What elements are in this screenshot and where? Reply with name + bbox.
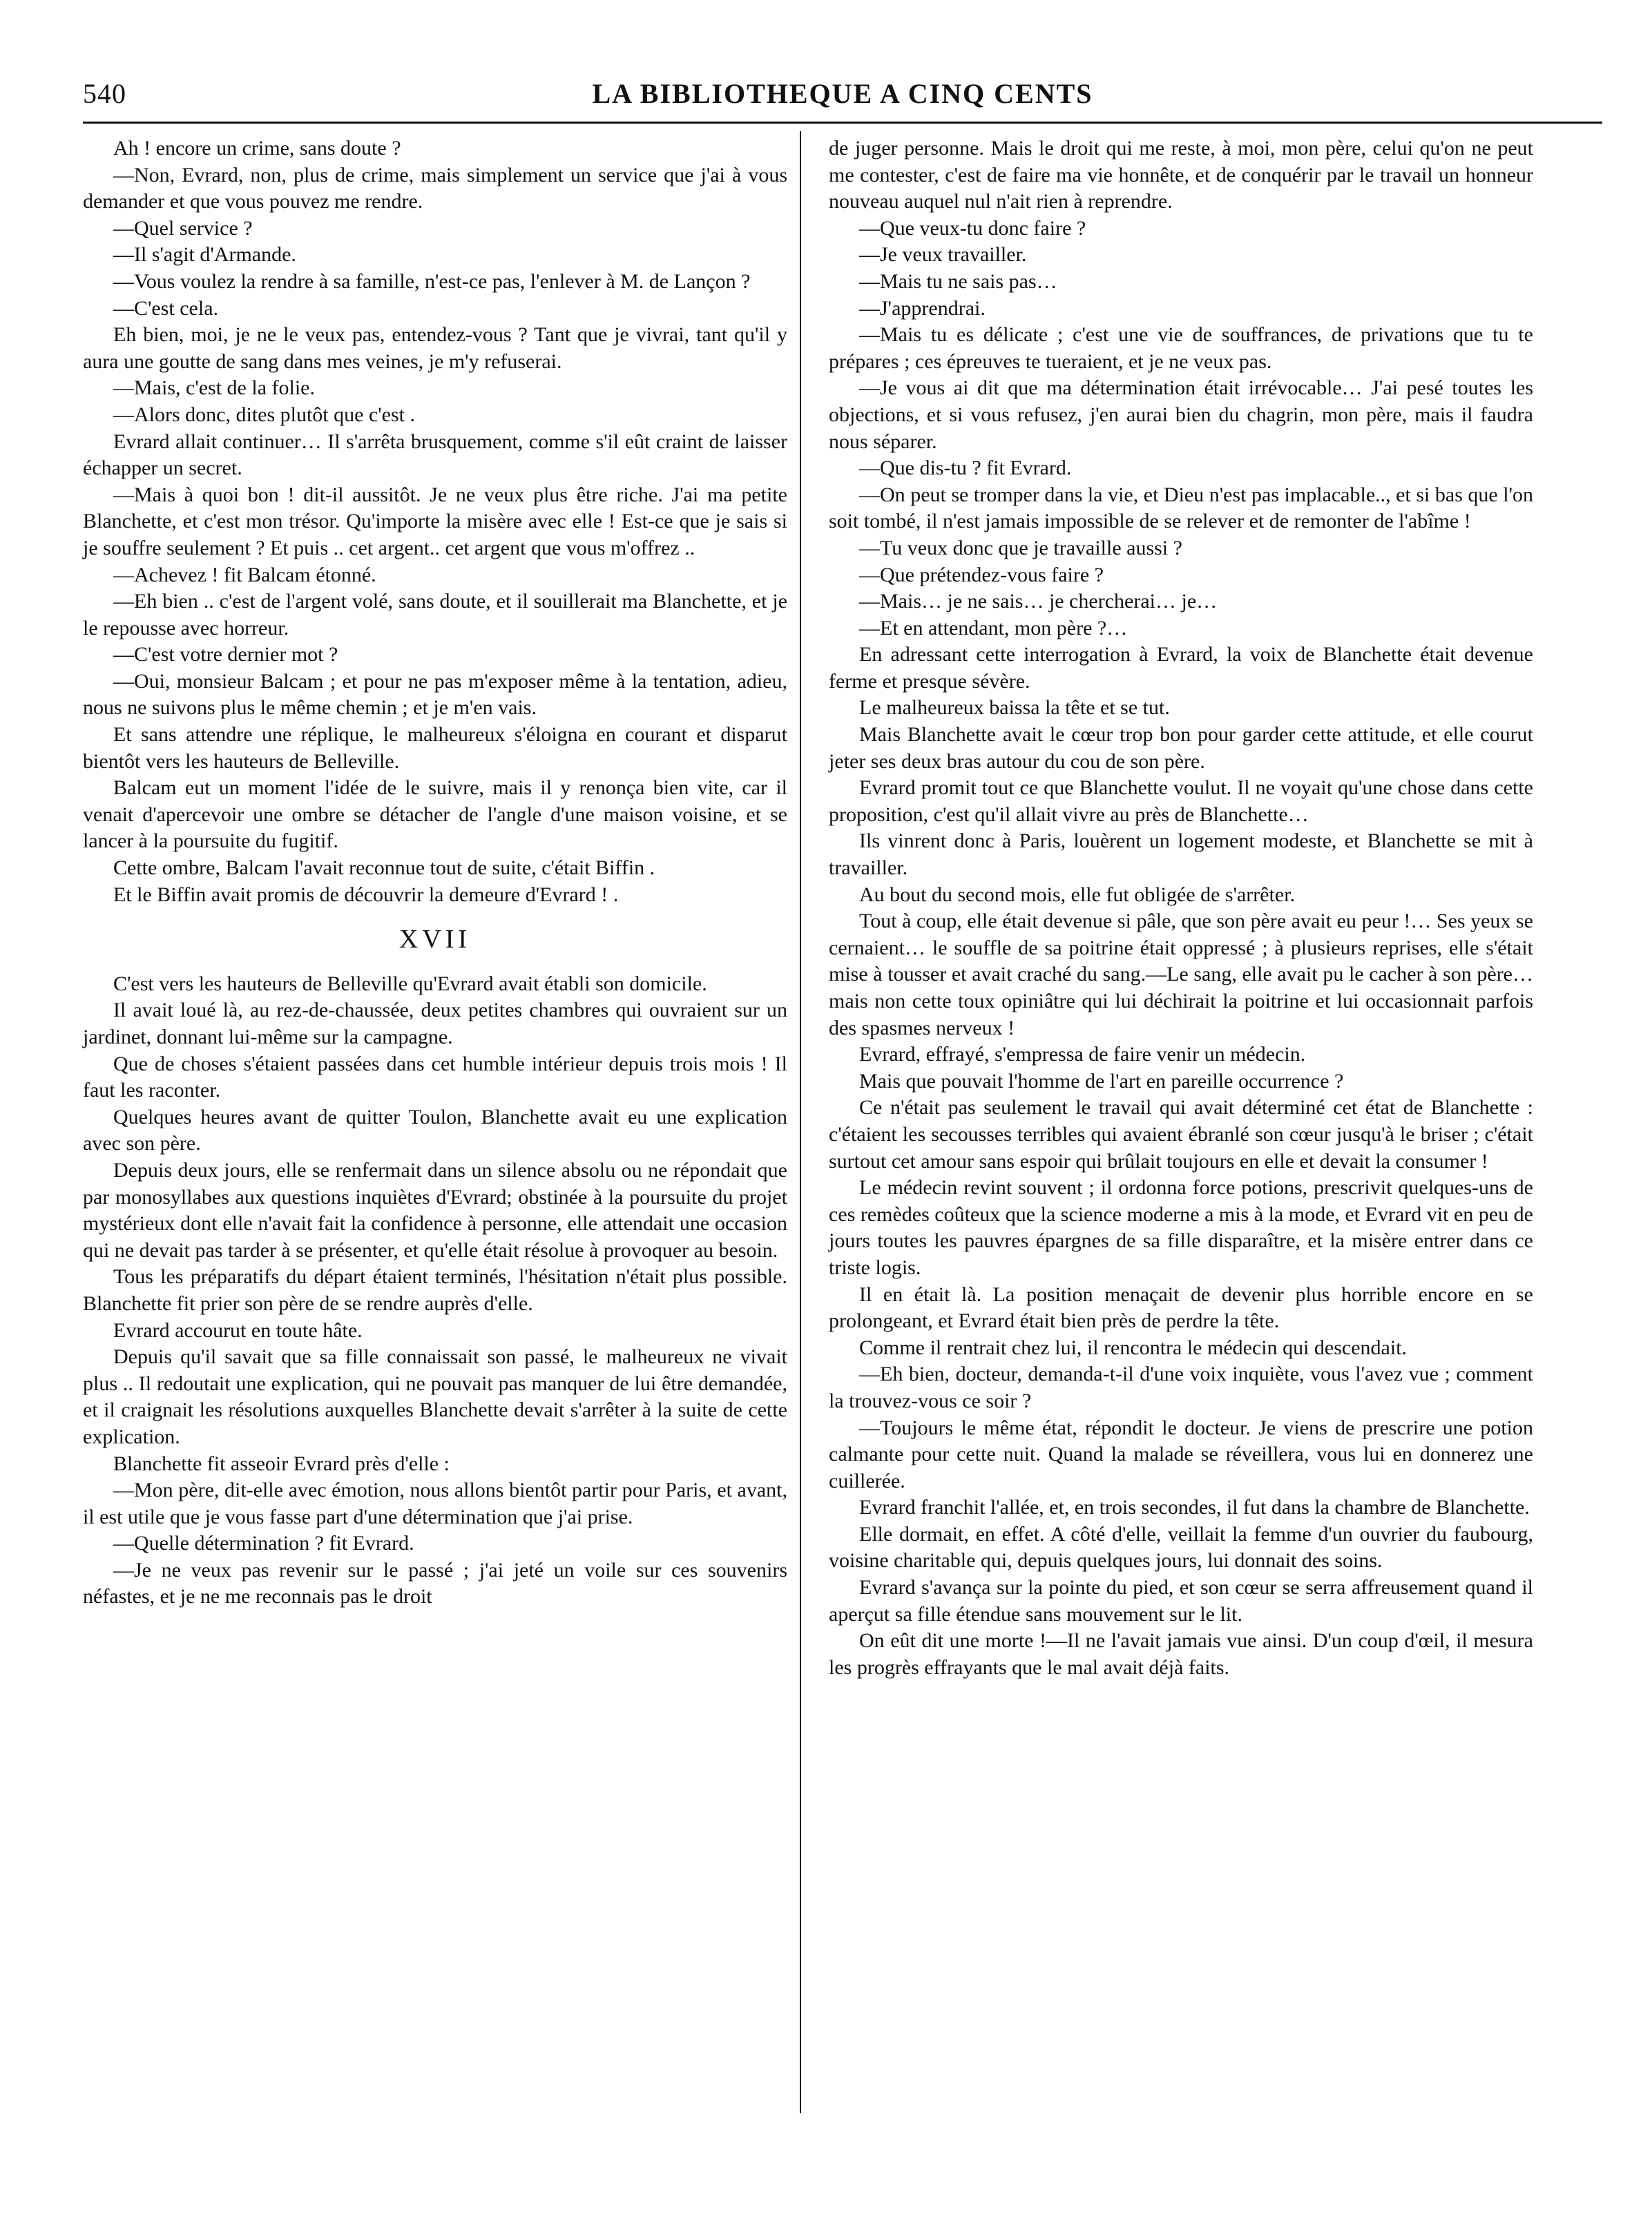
- paragraph: —Je veux travailler.: [859, 243, 1027, 267]
- paragraph: —Mais à quoi bon ! dit-il aussitôt. Je ne veux plus être riche. J'ai ma petite Blanchette, et c'est mon trésor. Qu'importe la misère avec elle ! Est-ce que je sais si je souffre seulement ? Et puis .. cet argent.. cet argent que vous m'offrez ..: [83, 483, 787, 559]
- paragraph: Le malheureux baissa la tête et se tut.: [859, 696, 1170, 720]
- paragraph: —Que prétendez-vous faire ?: [859, 563, 1104, 586]
- paragraph: —J'apprendrai.: [859, 296, 986, 320]
- paragraph: Tous les préparatifs du départ étaient terminés, l'hésitation n'était plus possible. Blanchette fit prier son père de se rendre auprès d'elle.: [83, 1265, 787, 1315]
- paragraph: —Eh bien .. c'est de l'argent volé, sans doute, et il souillerait ma Blanchette, et je le repousse avec horreur.: [83, 590, 787, 640]
- paragraph: —Toujours le même état, répondit le docteur. Je viens de prescrire une potion calmante pour cette nuit. Quand la malade se réveillera, vous lui en donnerez une cuillerée.: [829, 1416, 1533, 1492]
- paragraph: Depuis qu'il savait que sa fille connaissait son passé, le malheureux ne vivait plus .. Il redoutait une explication, qui ne pouvait pas manquer de lui être demandée, et il craignait les résolutions auxquelles Blanchette devait s'arrêter à la suite de cette explication.: [83, 1345, 787, 1448]
- paragraph: —Mais tu es délicate ; c'est une vie de souffrances, de privations que tu te prépares ; ces épreuves te tueraient, et je ne veux pas.: [829, 323, 1533, 373]
- paragraph: On eût dit une morte !—Il ne l'avait jamais vue ainsi. D'un coup d'œil, il mesura les progrès effrayants que le mal avait déjà faits.: [829, 1629, 1533, 1679]
- right-column: [829, 135, 1533, 1681]
- paragraph: Mais que pouvait l'homme de l'art en pareille occurrence ?: [859, 1069, 1344, 1093]
- left-column: [83, 135, 787, 1611]
- paragraph: —Que veux-tu donc faire ?: [859, 216, 1086, 240]
- paragraph: —Quelle détermination ? fit Evrard.: [113, 1532, 414, 1555]
- paragraph: C'est vers les hauteurs de Belleville qu'Evrard avait établi son domicile.: [113, 972, 707, 995]
- paragraph: —Quel service ?: [113, 216, 253, 240]
- paragraph: Evrard franchit l'allée, et, en trois secondes, il fut dans la chambre de Blanchette.: [859, 1496, 1530, 1519]
- chapter-heading: XVII: [398, 925, 472, 954]
- paragraph: Mais Blanchette avait le cœur trop bon pour garder cette attitude, et elle courut jeter ses deux bras autour du cou de son père.: [829, 723, 1533, 773]
- paragraph: —Il s'agit d'Armande.: [113, 243, 296, 267]
- paragraph: Evrard s'avança sur la pointe du pied, et son cœur se serra affreusement quand il aperçut sa fille étendue sans mouvement sur le lit.: [829, 1576, 1533, 1626]
- paragraph: —Oui, monsieur Balcam ; et pour ne pas m'exposer même à la tentation, adieu, nous ne suivons plus le même chemin ; et je m'en vais.: [83, 669, 787, 720]
- paragraph: Il avait loué là, au rez-de-chaussée, deux petites chambres qui ouvraient sur un jardinet, donnant lui-même sur la campagne.: [83, 999, 787, 1048]
- paragraph: Au bout du second mois, elle fut obligée de s'arrêter.: [859, 883, 1296, 906]
- paragraph: Evrard accourut en toute hâte.: [113, 1318, 363, 1342]
- paragraph: Et sans attendre une réplique, le malheureux s'éloigna en courant et disparut bientôt vers les hauteurs de Belleville.: [83, 723, 787, 773]
- paragraph: Blanchette fit asseoir Evrard près d'elle :: [113, 1452, 450, 1475]
- paragraph: Eh bien, moi, je ne le veux pas, entendez-vous ? Tant que je vivrai, tant qu'il y aura une goutte de sang dans mes veines, je m'y refuserai.: [83, 323, 787, 373]
- column-divider: [800, 131, 801, 2113]
- paragraph: Tout à coup, elle était devenue si pâle, que son père avait eu peur !… Ses yeux se cernaient… le souffle de sa poitrine était oppressé ; à plusieurs reprises, elle s'était mise à tousser et avait craché du sang.—Le sang, elle avait pu le cacher à son père… mais non cette toux opiniâtre qui lui déchirait la poitrine et lui occasionnait parfois des spasmes nerveux !: [829, 910, 1533, 1039]
- paragraph: de juger personne. Mais le droit qui me reste, à moi, mon père, celui qu'on ne peut me contester, c'est de faire ma vie honnête, et de conquérir par le travail un honneur nouveau auquel nul n'ait rien à reprendre.: [829, 137, 1533, 213]
- paragraph: Depuis deux jours, elle se renfermait dans un silence absolu ou ne répondait que par monosyllabes aux questions inquiètes d'Evrard; obstinée à la poursuite du projet mystérieux dont elle n'avait fait la confidence à personne, elle attendait une occasion qui ne devait pas tarder à se présenter, et qu'elle était résolue à provoquer au besoin.: [83, 1158, 787, 1262]
- paragraph: Et le Biffin avait promis de découvrir la demeure d'Evrard ! .: [113, 883, 619, 906]
- paragraph: —Tu veux donc que je travaille aussi ?: [859, 536, 1182, 559]
- paragraph: —Mon père, dit-elle avec émotion, nous allons bientôt partir pour Paris, et avant, il est utile que je vous fasse part d'une détermination que j'ai prise.: [83, 1479, 787, 1528]
- paragraph: Le médecin revint souvent ; il ordonna force potions, prescrivit quelques-uns de ces remèdes coûteux que la science moderne a mis à la mode, et Evrard vit en peu de jours toutes les pauvres épargnes de sa fille disparaître, et la misère entrer dans ce triste logis.: [829, 1176, 1533, 1279]
- paragraph: —Vous voulez la rendre à sa famille, n'est-ce pas, l'enlever à M. de Lançon ?: [113, 269, 751, 293]
- paragraph: —Que dis-tu ? fit Evrard.: [859, 457, 1072, 480]
- page-header: [83, 77, 1602, 116]
- paragraph: —Mais tu ne sais pas…: [859, 269, 1057, 293]
- paragraph: —C'est cela.: [113, 296, 219, 320]
- paragraph: Que de choses s'étaient passées dans cet humble intérieur depuis trois mois ! Il faut les raconter.: [83, 1052, 787, 1102]
- paragraph: —Alors donc, dites plutôt que c'est .: [113, 403, 416, 426]
- paragraph: —On peut se tromper dans la vie, et Dieu n'est pas implacable.., et si bas que l'on soit tombé, il n'est jamais impossible de se relever et de remonter de l'abîme !: [829, 483, 1533, 533]
- paragraph: —Et en attendant, mon père ?…: [859, 616, 1128, 640]
- paragraph: Quelques heures avant de quitter Toulon, Blanchette avait eu une explication avec son père.: [83, 1105, 787, 1155]
- paragraph: —Je ne veux pas revenir sur le passé ; j'ai jeté un voile sur ces souvenirs néfastes, et je ne me reconnais pas le droit: [83, 1558, 787, 1608]
- paragraph: Il en était là. La position menaçait de devenir plus horrible encore en se prolongeant, et Evrard était bien près de perdre la tête.: [829, 1282, 1533, 1333]
- paragraph: —Mais, c'est de la folie.: [113, 376, 315, 400]
- paragraph: En adressant cette interrogation à Evrard, la voix de Blanchette était devenue ferme et presque sévère.: [829, 643, 1533, 693]
- paragraph: Balcam eut un moment l'idée de le suivre, mais il y renonça bien vite, car il venait d'apercevoir une ombre se détacher de l'angle d'une maison voisine, et se lancer à la poursuite du fugitif.: [83, 776, 787, 853]
- paragraph: Ce n'était pas seulement le travail qui avait déterminé cet état de Blanchette : c'étaient les secousses terribles qui avaient ébranlé son cœur jusqu'à le briser ; c'était surtout cet amour sans espoir qui brûlait toujours en elle et devait la consumer !: [829, 1096, 1533, 1173]
- paragraph: Evrard, effrayé, s'empressa de faire venir un médecin.: [859, 1043, 1306, 1066]
- paragraph: Evrard promit tout ce que Blanchette voulut. Il ne voyait qu'une chose dans cette proposition, c'est qu'il allait vivre au près de Blanchette…: [829, 776, 1533, 826]
- running-title: LA BIBLIOTHEQUE A CINQ CENTS: [592, 78, 1093, 109]
- page-number: 540: [83, 78, 126, 109]
- paragraph: Ils vinrent donc à Paris, louèrent un logement modeste, et Blanchette se mit à travailler.: [829, 829, 1533, 880]
- paragraph: Cette ombre, Balcam l'avait reconnue tout de suite, c'était Biffin .: [113, 856, 655, 880]
- paragraph: Comme il rentrait chez lui, il rencontra le médecin qui descendait.: [859, 1336, 1408, 1359]
- left-column-text-before: [83, 135, 787, 908]
- paragraph: —C'est votre dernier mot ?: [113, 643, 338, 666]
- paragraph: Elle dormait, en effet. A côté d'elle, veillait la femme d'un ouvrier du faubourg, voisine charitable qui, depuis quelques jours, lui donnait des soins.: [829, 1522, 1533, 1573]
- left-column-text-after: [83, 971, 787, 1611]
- paragraph: —Je vous ai dit que ma détermination était irrévocable… J'ai pesé toutes les objections, et si vous refusez, j'en aurai bien du chagrin, mon père, mais il faudra nous séparer.: [829, 376, 1533, 453]
- paragraph: —Achevez ! fit Balcam étonné.: [113, 563, 376, 586]
- paragraph: —Eh bien, docteur, demanda-t-il d'une voix inquiète, vous l'avez vue ; comment la trouvez-vous ce soir ?: [829, 1363, 1533, 1412]
- header-rule: [83, 122, 1602, 124]
- paragraph: Evrard allait continuer… Il s'arrêta brusquement, comme s'il eût craint de laisser échapper un secret.: [83, 430, 787, 480]
- paragraph: Ah ! encore un crime, sans doute ?: [113, 137, 401, 160]
- paragraph: —Mais… je ne sais… je chercherai… je…: [859, 590, 1218, 613]
- paragraph: —Non, Evrard, non, plus de crime, mais simplement un service que j'ai à vous demander et que vous pouvez me rendre.: [83, 163, 787, 213]
